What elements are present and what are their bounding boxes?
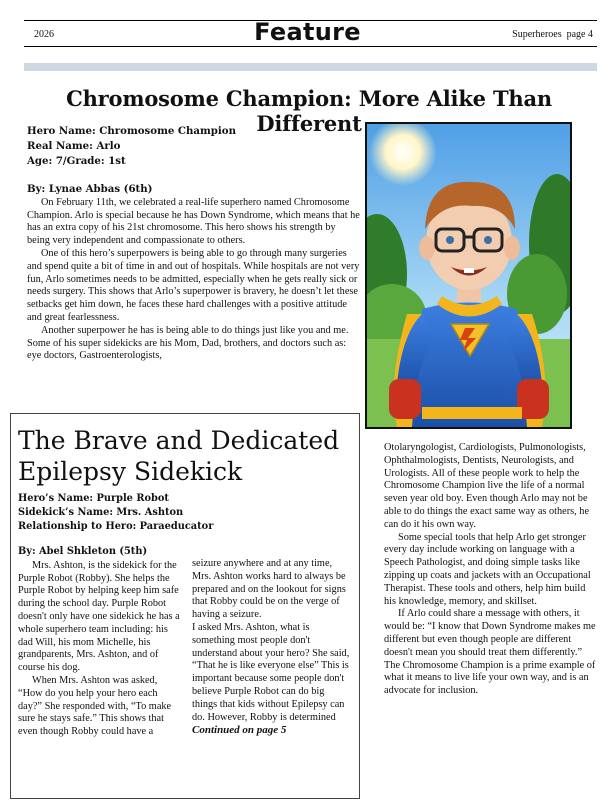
sidebar-col-1	[18, 546, 180, 739]
continued-link[interactable]: Continued on page 5	[192, 724, 287, 737]
sidebar-relationship: Relationship to Hero: Paraeducator	[18, 521, 214, 532]
hero-info	[27, 124, 357, 169]
main-article-right	[384, 442, 599, 698]
boy-superhero-illustration-icon	[365, 122, 572, 429]
publication-name: Superheroes	[512, 29, 562, 40]
page-number: page 4	[566, 29, 593, 40]
sidebar-paragraph: Mrs. Ashton, is the sidekick for the Purple Robot (Robby). She helps the Purple Robot by helping keep him safe during the school day. Purple Robot doesn't only have one sidekick he has a whole superhero team including: his dad Will, his mom Michelle, his grandparents, Mrs. Ashton, and of course his dog.	[18, 559, 180, 674]
main-paragraph: Otolaryngologist, Cardiologists, Pulmonologists, Ophthalmologists, Dentists, Neurologists, and Urologists. All of these people work to help the Chromosome Champion live the life of a normal seven year old boy. Even though Arlo may not be able to do things the exact same way as others, he can do it his own way.	[384, 442, 590, 530]
sidebar-sidekick-name: Sidekick’s Name: Mrs. Ashton	[18, 507, 184, 518]
sidebar-paragraph: seizure anywhere and at any time, Mrs. Ashton works hard to always be prepared and on the lookout for signs that Robby could be on the verge of having a seizure.	[192, 558, 346, 621]
sidebar-paragraph: I asked Mrs. Ashton, what is something most people don't understand about your hero? She said, “That he is like everyone else” This is important because some people don't believe Purple Robot can do big things that kids without Epilepsy can do. However, Robby is determined	[192, 621, 350, 723]
sidebar-col-2	[192, 558, 352, 737]
page-label	[512, 29, 593, 40]
main-article-left	[27, 183, 360, 363]
sidebar-info	[18, 492, 348, 534]
main-paragraph: One of this hero’s superpowers is being able to go through many surgeries and spend quite a bit of time in and out of hospitals. While hospitals are not very fun, Arlo sometimes needs to be admitted, especially when he gets really sick or needs surgery. This shows that Arlo’s superpower is bravery, he doesn’t let these setbacks get him down, he faces these hard challenges with a positive attitude and great fearlessness.	[27, 247, 360, 323]
main-paragraph: Another superpower he has is being able to do things just like you and me. Some of his super sidekicks are his Mom, Dad, brothers, and doctors such as: eye doctors, Gastroenterologists,	[27, 324, 349, 362]
sidebar-paragraph: When Mrs. Ashton was asked, “How do you help your hero each day?” She responded with, “To make sure he stays safe.” This shows that even though Robby could have a	[18, 674, 172, 738]
main-byline: By: Lynae Abbas (6th)	[27, 183, 153, 195]
sidebar-byline: By: Abel Shkleton (5th)	[18, 546, 148, 557]
main-paragraph: Some special tools that help Arlo get stronger every day include working on language with a Speech Pathologist, and doing simple tasks like zipping up coats and jackets with an Occupational Therapist. These tools and others, help him build his knowledge, memory, and skillset.	[384, 531, 591, 607]
sidebar-title: The Brave and Dedicated Epilepsy Sidekick	[18, 426, 340, 486]
issue-year: 2026	[34, 29, 54, 40]
bottom-rule	[24, 46, 597, 47]
sidebar-hero-name: Hero’s Name: Purple Robot	[18, 493, 169, 504]
hero-name: Hero Name: Chromosome Champion	[27, 125, 236, 137]
main-paragraph: If Arlo could share a message with others, it would be: “I know that Down Syndrome makes me different but even though people are different doesn't mean you should treat them differently.” The Chromosome Champion is a prime example of what it means to live life your own way, and is an advocate for inclusion.	[384, 608, 596, 697]
main-paragraph: On February 11th, we celebrated a real-life superhero named Chromosome Champion. Arlo is special because he has Down Syndrome, which means that he has an extra copy of his 21st chromosome. This hero shows his strength by being very independent and compassionate to others.	[27, 196, 360, 247]
header-band	[24, 63, 597, 71]
real-name: Real Name: Arlo	[27, 140, 121, 152]
section-title: Feature	[254, 18, 361, 46]
main-headline: Chromosome Champion: More Alike Than Different	[66, 86, 552, 136]
age-grade: Age: 7/Grade: 1st	[27, 155, 126, 167]
